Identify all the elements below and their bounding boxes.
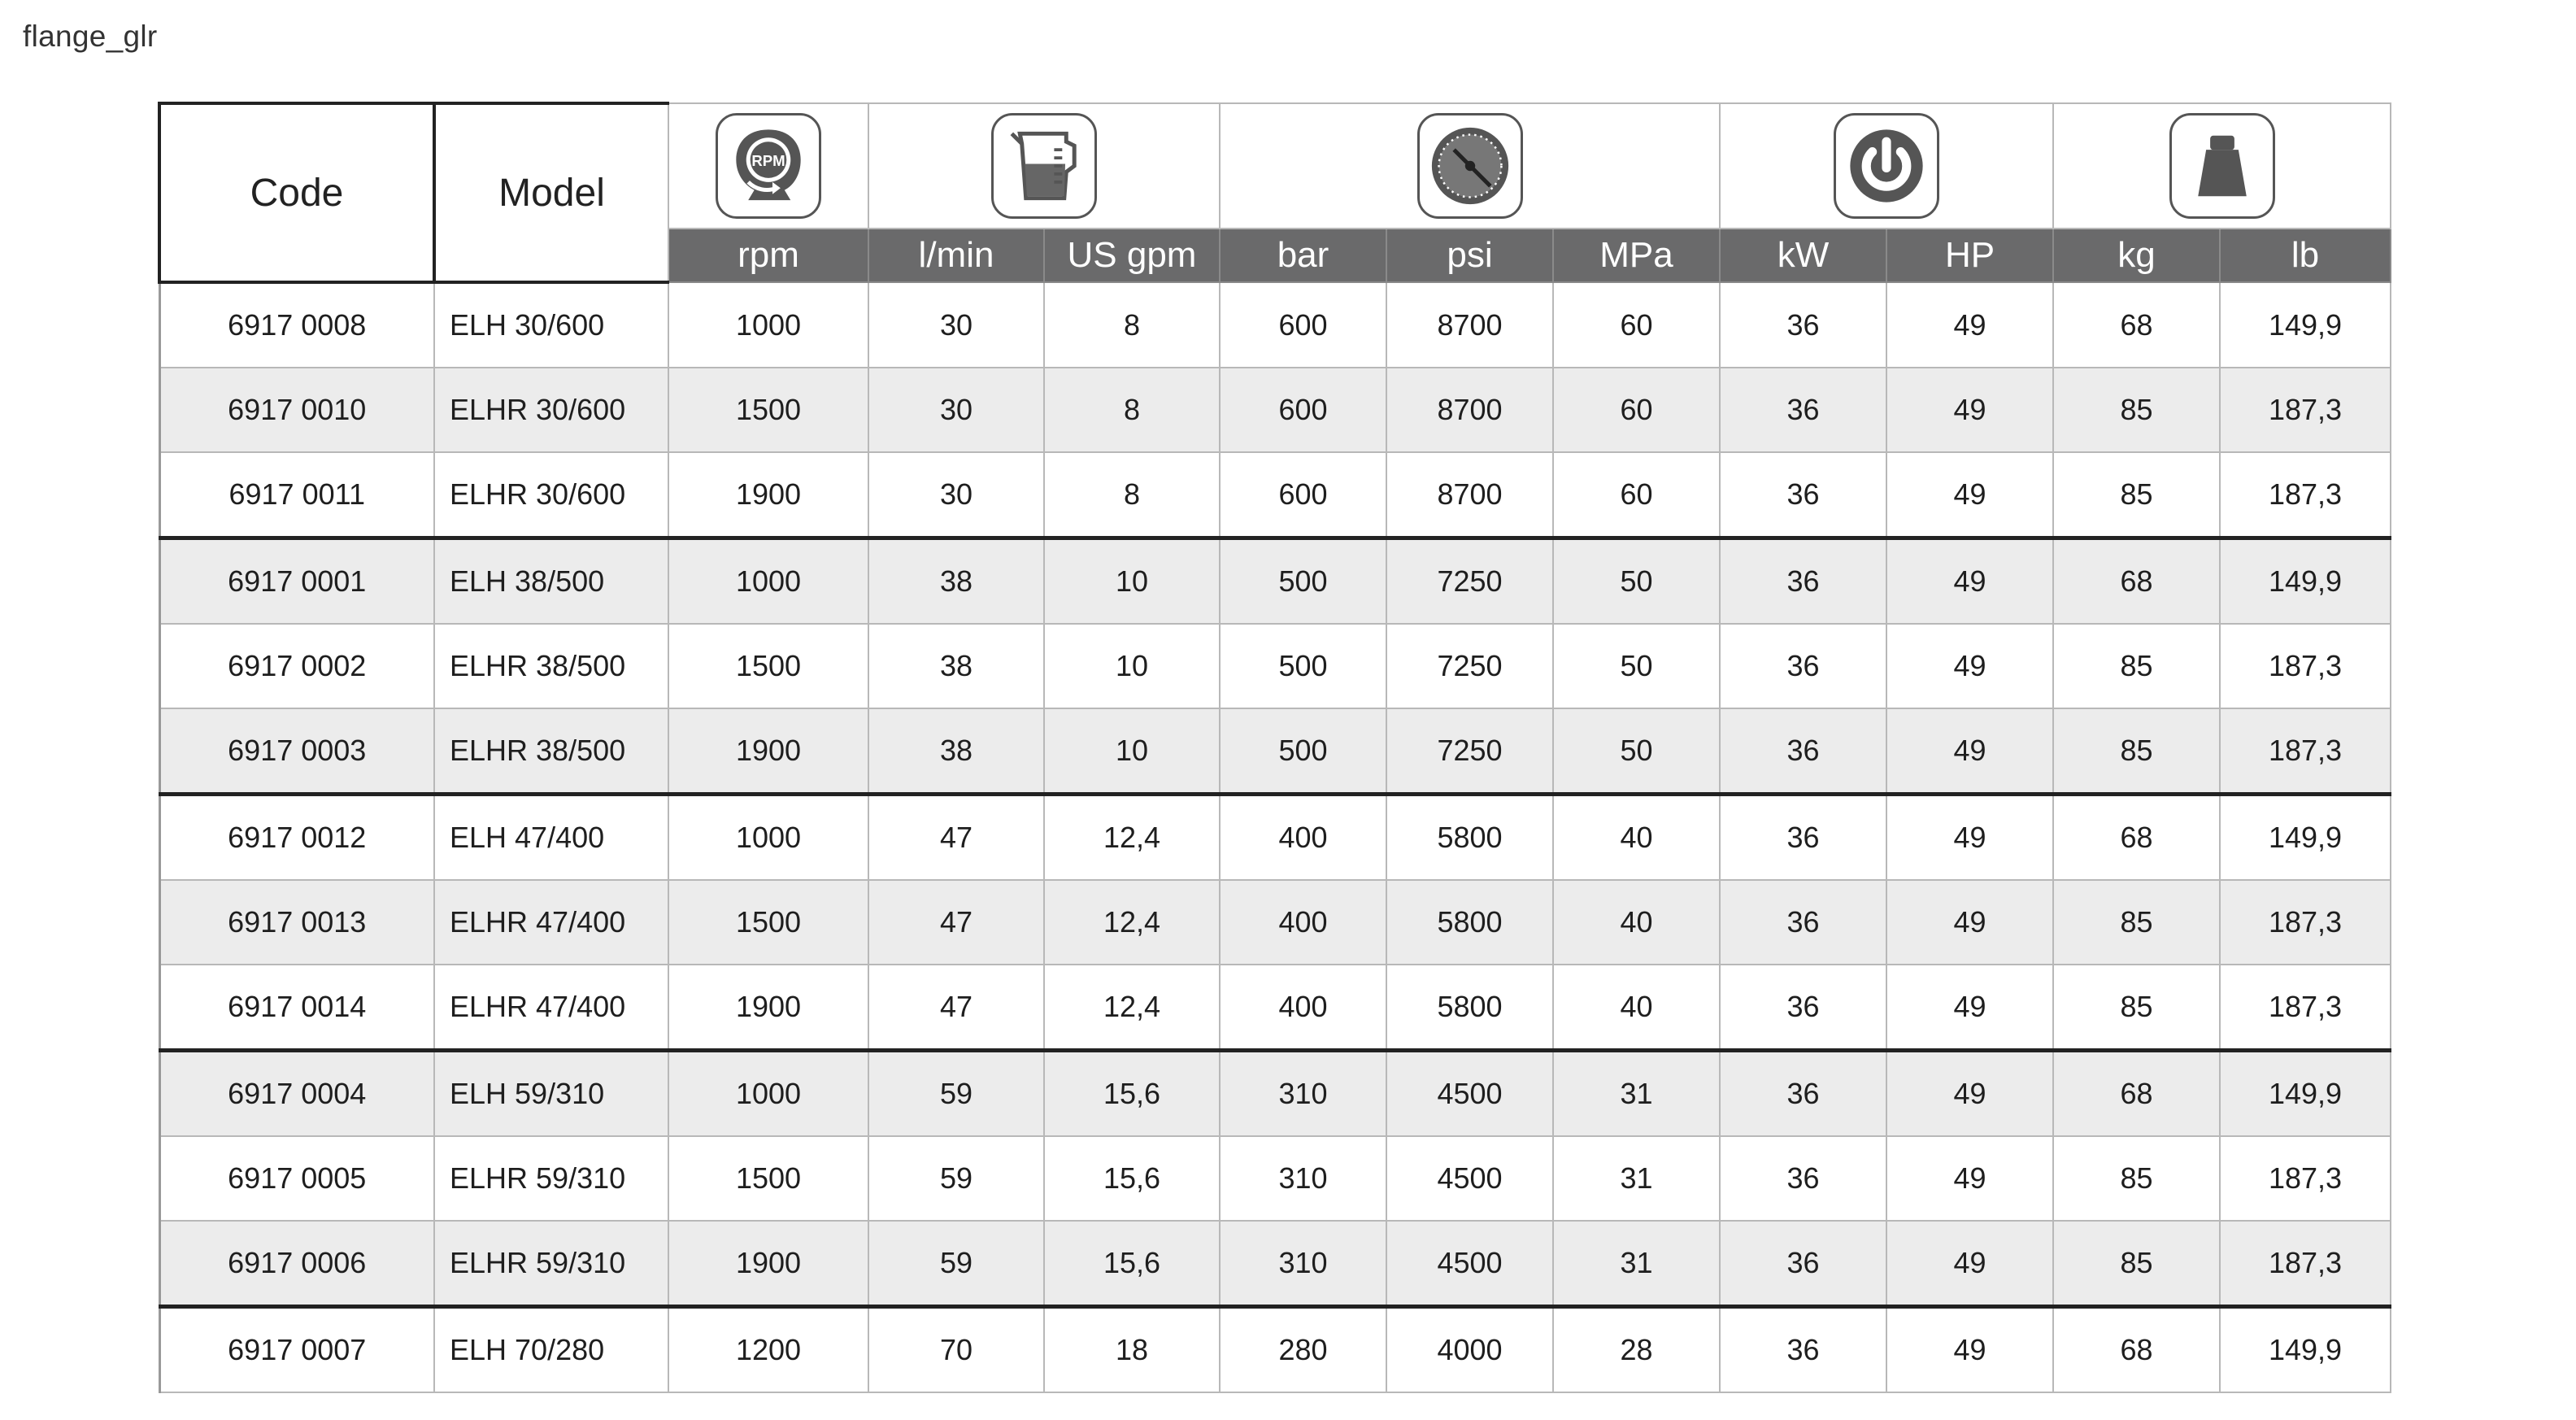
- cell-code: 6917 0011: [159, 452, 434, 538]
- cell-rpm: 1900: [668, 708, 868, 795]
- table-row: [159, 538, 2391, 625]
- cell-lmin: 30: [868, 452, 1044, 538]
- cell-mpa: 60: [1553, 368, 1720, 452]
- cell-psi: 4500: [1386, 1221, 1553, 1307]
- cell-hp: 49: [1886, 624, 2053, 708]
- cell-psi: 7250: [1386, 624, 1553, 708]
- cell-kg: 85: [2053, 1221, 2220, 1307]
- cell-code: 6917 0006: [159, 1221, 434, 1307]
- cell-mpa: 50: [1553, 708, 1720, 795]
- cell-usgpm: 15,6: [1044, 1221, 1220, 1307]
- cell-lb: 187,3: [2220, 1221, 2391, 1307]
- cell-bar: 280: [1220, 1307, 1386, 1393]
- cell-lmin: 59: [868, 1221, 1044, 1307]
- cell-kg: 85: [2053, 624, 2220, 708]
- cell-lmin: 70: [868, 1307, 1044, 1393]
- cell-code: 6917 0013: [159, 880, 434, 965]
- cell-model: ELHR 38/500: [434, 624, 668, 708]
- cell-usgpm: 12,4: [1044, 795, 1220, 881]
- weight-icon: [2169, 113, 2275, 219]
- cell-psi: 4500: [1386, 1136, 1553, 1221]
- cell-psi: 4000: [1386, 1307, 1553, 1393]
- cell-model: ELH 47/400: [434, 795, 668, 881]
- unit-header-psi: psi: [1386, 229, 1553, 282]
- cell-psi: 7250: [1386, 708, 1553, 795]
- cell-rpm: 1500: [668, 1136, 868, 1221]
- unit-header-mpa: MPa: [1553, 229, 1720, 282]
- cell-usgpm: 10: [1044, 708, 1220, 795]
- unit-header-lmin: l/min: [868, 229, 1044, 282]
- cell-lmin: 30: [868, 368, 1044, 452]
- cell-rpm: 1000: [668, 538, 868, 625]
- cell-hp: 49: [1886, 965, 2053, 1051]
- unit-header-kw: kW: [1720, 229, 1886, 282]
- cell-rpm: 1900: [668, 965, 868, 1051]
- cell-hp: 49: [1886, 282, 2053, 368]
- cell-lmin: 59: [868, 1051, 1044, 1137]
- cell-lmin: 59: [868, 1136, 1044, 1221]
- cell-rpm: 1200: [668, 1307, 868, 1393]
- cell-usgpm: 8: [1044, 452, 1220, 538]
- cell-kw: 36: [1720, 452, 1886, 538]
- cell-bar: 600: [1220, 368, 1386, 452]
- cell-model: ELHR 30/600: [434, 452, 668, 538]
- cell-kg: 85: [2053, 1136, 2220, 1221]
- cell-kw: 36: [1720, 538, 1886, 625]
- cell-mpa: 60: [1553, 282, 1720, 368]
- cell-kw: 36: [1720, 368, 1886, 452]
- cell-usgpm: 12,4: [1044, 965, 1220, 1051]
- cell-lb: 187,3: [2220, 880, 2391, 965]
- cell-bar: 500: [1220, 538, 1386, 625]
- cell-kg: 68: [2053, 795, 2220, 881]
- cell-kg: 85: [2053, 880, 2220, 965]
- cell-lb: 187,3: [2220, 1136, 2391, 1221]
- cell-model: ELH 30/600: [434, 282, 668, 368]
- table-row: [159, 1221, 2391, 1307]
- cell-bar: 310: [1220, 1136, 1386, 1221]
- cell-lb: 149,9: [2220, 538, 2391, 625]
- table-row: [159, 880, 2391, 965]
- table-row: [159, 795, 2391, 881]
- cell-usgpm: 15,6: [1044, 1136, 1220, 1221]
- cell-lmin: 30: [868, 282, 1044, 368]
- cell-lb: 187,3: [2220, 452, 2391, 538]
- cell-lmin: 38: [868, 708, 1044, 795]
- cell-kw: 36: [1720, 708, 1886, 795]
- cell-kw: 36: [1720, 965, 1886, 1051]
- unit-header-hp: HP: [1886, 229, 2053, 282]
- cell-rpm: 1000: [668, 1051, 868, 1137]
- cell-lb: 149,9: [2220, 1307, 2391, 1393]
- cell-psi: 7250: [1386, 538, 1553, 625]
- cell-model: ELHR 59/310: [434, 1136, 668, 1221]
- unit-header-lb: lb: [2220, 229, 2391, 282]
- cell-usgpm: 18: [1044, 1307, 1220, 1393]
- table-row: [159, 1136, 2391, 1221]
- cell-mpa: 50: [1553, 624, 1720, 708]
- cell-code: 6917 0004: [159, 1051, 434, 1137]
- unit-header-bar: bar: [1220, 229, 1386, 282]
- table-body: [159, 282, 2391, 1392]
- cell-rpm: 1500: [668, 880, 868, 965]
- cell-kg: 85: [2053, 452, 2220, 538]
- table-row: [159, 965, 2391, 1051]
- cell-bar: 310: [1220, 1221, 1386, 1307]
- cell-kw: 36: [1720, 1051, 1886, 1137]
- cell-code: 6917 0012: [159, 795, 434, 881]
- cell-kw: 36: [1720, 1221, 1886, 1307]
- cell-code: 6917 0014: [159, 965, 434, 1051]
- cell-mpa: 28: [1553, 1307, 1720, 1393]
- cell-code: 6917 0005: [159, 1136, 434, 1221]
- cell-mpa: 50: [1553, 538, 1720, 625]
- cell-kw: 36: [1720, 795, 1886, 881]
- cell-kg: 85: [2053, 965, 2220, 1051]
- table-row: [159, 452, 2391, 538]
- cell-lmin: 38: [868, 538, 1044, 625]
- cell-usgpm: 15,6: [1044, 1051, 1220, 1137]
- cell-mpa: 40: [1553, 880, 1720, 965]
- power-icon: [1834, 113, 1939, 219]
- cell-kw: 36: [1720, 282, 1886, 368]
- table-row: [159, 368, 2391, 452]
- cell-hp: 49: [1886, 452, 2053, 538]
- flow-jug-icon: [991, 113, 1097, 219]
- cell-lb: 187,3: [2220, 624, 2391, 708]
- cell-bar: 310: [1220, 1051, 1386, 1137]
- table-row: [159, 1307, 2391, 1393]
- cell-mpa: 31: [1553, 1221, 1720, 1307]
- cell-lb: 149,9: [2220, 1051, 2391, 1137]
- power-icon-cell: [1720, 103, 2053, 229]
- cell-mpa: 60: [1553, 452, 1720, 538]
- column-header-code: Code: [159, 103, 434, 282]
- cell-kg: 68: [2053, 538, 2220, 625]
- cell-hp: 49: [1886, 708, 2053, 795]
- icon-header-row: [159, 103, 2391, 229]
- cell-kg: 68: [2053, 1307, 2220, 1393]
- cell-usgpm: 10: [1044, 538, 1220, 625]
- flow-icon-cell: [868, 103, 1220, 229]
- cell-code: 6917 0008: [159, 282, 434, 368]
- cell-rpm: 1000: [668, 282, 868, 368]
- cell-kw: 36: [1720, 880, 1886, 965]
- cell-lb: 187,3: [2220, 368, 2391, 452]
- cell-lb: 149,9: [2220, 282, 2391, 368]
- cell-mpa: 31: [1553, 1136, 1720, 1221]
- cell-lb: 149,9: [2220, 795, 2391, 881]
- cell-psi: 4500: [1386, 1051, 1553, 1137]
- cell-mpa: 40: [1553, 965, 1720, 1051]
- cell-lb: 187,3: [2220, 965, 2391, 1051]
- cell-hp: 49: [1886, 1051, 2053, 1137]
- cell-model: ELHR 47/400: [434, 965, 668, 1051]
- cell-bar: 500: [1220, 708, 1386, 795]
- cell-usgpm: 10: [1044, 624, 1220, 708]
- cell-mpa: 31: [1553, 1051, 1720, 1137]
- cell-usgpm: 8: [1044, 282, 1220, 368]
- cell-hp: 49: [1886, 880, 2053, 965]
- cell-mpa: 40: [1553, 795, 1720, 881]
- cell-psi: 8700: [1386, 452, 1553, 538]
- cell-bar: 600: [1220, 452, 1386, 538]
- unit-header-usgpm: US gpm: [1044, 229, 1220, 282]
- unit-header-rpm: rpm: [668, 229, 868, 282]
- page-title: flange_glr: [23, 20, 158, 53]
- cell-bar: 500: [1220, 624, 1386, 708]
- cell-psi: 5800: [1386, 795, 1553, 881]
- cell-bar: 600: [1220, 282, 1386, 368]
- cell-kg: 68: [2053, 282, 2220, 368]
- weight-icon-cell: [2053, 103, 2391, 229]
- table-row: [159, 708, 2391, 795]
- cell-rpm: 1900: [668, 452, 868, 538]
- table-row: [159, 282, 2391, 368]
- cell-hp: 49: [1886, 795, 2053, 881]
- cell-hp: 49: [1886, 538, 2053, 625]
- unit-header-kg: kg: [2053, 229, 2220, 282]
- cell-psi: 5800: [1386, 880, 1553, 965]
- cell-kw: 36: [1720, 1307, 1886, 1393]
- cell-lmin: 38: [868, 624, 1044, 708]
- cell-rpm: 1900: [668, 1221, 868, 1307]
- cell-psi: 8700: [1386, 282, 1553, 368]
- cell-model: ELH 59/310: [434, 1051, 668, 1137]
- cell-hp: 49: [1886, 1221, 2053, 1307]
- cell-code: 6917 0003: [159, 708, 434, 795]
- rpm-icon-text: RPM: [751, 152, 785, 169]
- cell-rpm: 1500: [668, 368, 868, 452]
- cell-rpm: 1500: [668, 624, 868, 708]
- cell-model: ELHR 59/310: [434, 1221, 668, 1307]
- cell-usgpm: 8: [1044, 368, 1220, 452]
- pressure-gauge-icon: [1417, 113, 1523, 219]
- cell-hp: 49: [1886, 1307, 2053, 1393]
- cell-code: 6917 0001: [159, 538, 434, 625]
- cell-kg: 68: [2053, 1051, 2220, 1137]
- cell-psi: 5800: [1386, 965, 1553, 1051]
- cell-kg: 85: [2053, 368, 2220, 452]
- cell-code: 6917 0010: [159, 368, 434, 452]
- cell-kw: 36: [1720, 1136, 1886, 1221]
- cell-bar: 400: [1220, 795, 1386, 881]
- cell-rpm: 1000: [668, 795, 868, 881]
- cell-model: ELHR 30/600: [434, 368, 668, 452]
- cell-kw: 36: [1720, 624, 1886, 708]
- cell-psi: 8700: [1386, 368, 1553, 452]
- table-row: [159, 1051, 2391, 1137]
- cell-lmin: 47: [868, 795, 1044, 881]
- cell-code: 6917 0007: [159, 1307, 434, 1393]
- cell-usgpm: 12,4: [1044, 880, 1220, 965]
- pressure-icon-cell: [1220, 103, 1720, 229]
- rpm-icon: [716, 113, 821, 219]
- cell-bar: 400: [1220, 880, 1386, 965]
- cell-lb: 187,3: [2220, 708, 2391, 795]
- speed-icon-cell: [668, 103, 868, 229]
- column-header-model: Model: [434, 103, 668, 282]
- cell-code: 6917 0002: [159, 624, 434, 708]
- cell-model: ELHR 38/500: [434, 708, 668, 795]
- cell-model: ELHR 47/400: [434, 880, 668, 965]
- cell-kg: 85: [2053, 708, 2220, 795]
- cell-model: ELH 70/280: [434, 1307, 668, 1393]
- cell-hp: 49: [1886, 1136, 2053, 1221]
- table-row: [159, 624, 2391, 708]
- spec-table: [158, 102, 2391, 1393]
- cell-lmin: 47: [868, 965, 1044, 1051]
- cell-model: ELH 38/500: [434, 538, 668, 625]
- cell-hp: 49: [1886, 368, 2053, 452]
- cell-lmin: 47: [868, 880, 1044, 965]
- cell-bar: 400: [1220, 965, 1386, 1051]
